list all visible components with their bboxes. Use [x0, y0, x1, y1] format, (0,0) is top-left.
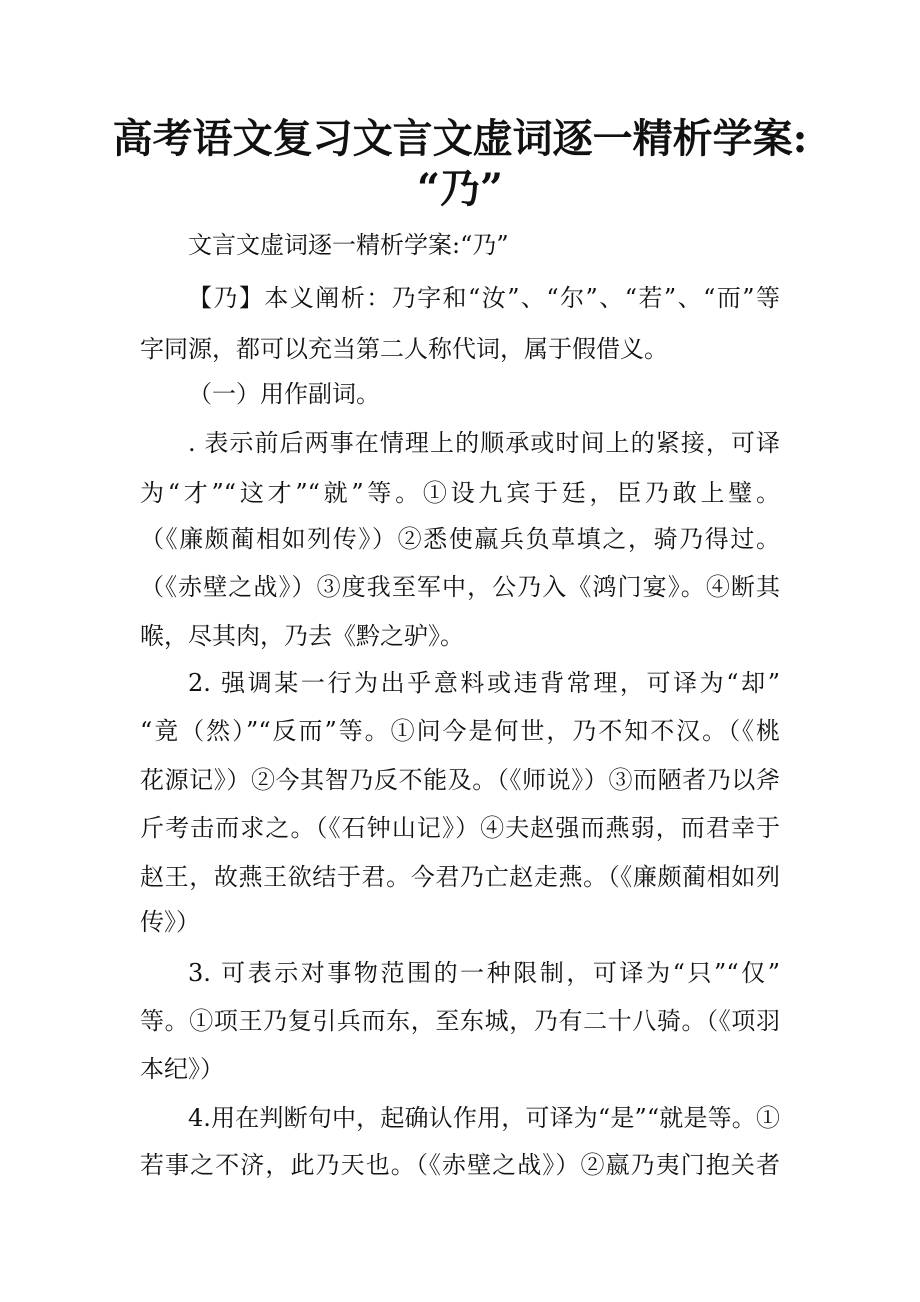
paragraph-line: 【乃】本义阐析：乃字和“汝”、“尔”、“若”、“而”等 — [188, 284, 780, 312]
paragraph-line: 本纪》） — [140, 1055, 224, 1083]
section-heading: （一）用作副词。 — [188, 380, 380, 408]
paragraph-line: （《廉颇蔺相如列传》）②悉使羸兵负草填之，骑乃得过。 — [140, 525, 780, 553]
paragraph-line: 喉，尽其肉，乃去《黔之驴》。 — [140, 622, 464, 650]
paragraph-line: 若事之不济，此乃天也。（《赤壁之战》）②嬴乃夷门抱关者 — [140, 1151, 780, 1179]
paragraph-line: 4.用在判断句中，起确认作用，可译为“是”“就是等。① — [188, 1104, 780, 1132]
document-title-line-1: 高考语文复习文言文虚词逐一精析学案: — [112, 115, 808, 162]
paragraph-line: “竟（然）”“反而”等。①问今是何世，乃不知不汉。（《桃 — [140, 717, 780, 745]
paragraph-line: 为“才”“这才”“就”等。①设九宾于廷，臣乃敢上璧。 — [140, 479, 780, 507]
paragraph-line: 3. 可表示对事物范围的一种限制，可译为“只”“仅” — [188, 959, 780, 987]
paragraph-line: 斤考击而求之。（《石钟山记》）④夫赵强而燕弱，而君幸于 — [140, 814, 780, 842]
document-title-line-2: “乃” — [416, 165, 503, 212]
paragraph-line: 传》） — [140, 908, 200, 936]
paragraph-line: . 表示前后两事在情理上的顺承或时间上的紧接，可译 — [188, 429, 780, 457]
subtitle-line: 文言文虚词逐一精析学案:“乃” — [188, 231, 509, 259]
paragraph-line: 赵王，故燕王欲结于君。今君乃亡赵走燕。（《廉颇蔺相如列 — [140, 863, 780, 891]
paragraph-line: 2. 强调某一行为出乎意料或违背常理，可译为“却” — [188, 669, 780, 697]
paragraph-line: （《赤壁之战》）③度我至军中，公乃入《鸿门宴》。④断其 — [140, 573, 780, 601]
paragraph-line: 等。①项王乃复引兵而东，至东城，乃有二十八骑。（《项羽 — [140, 1007, 780, 1035]
paragraph-line: 字同源，都可以充当第二人称代词，属于假借义。 — [140, 335, 668, 363]
paragraph-line: 花源记》）②今其智乃反不能及。（《师说》）③而陋者乃以斧 — [140, 766, 780, 794]
